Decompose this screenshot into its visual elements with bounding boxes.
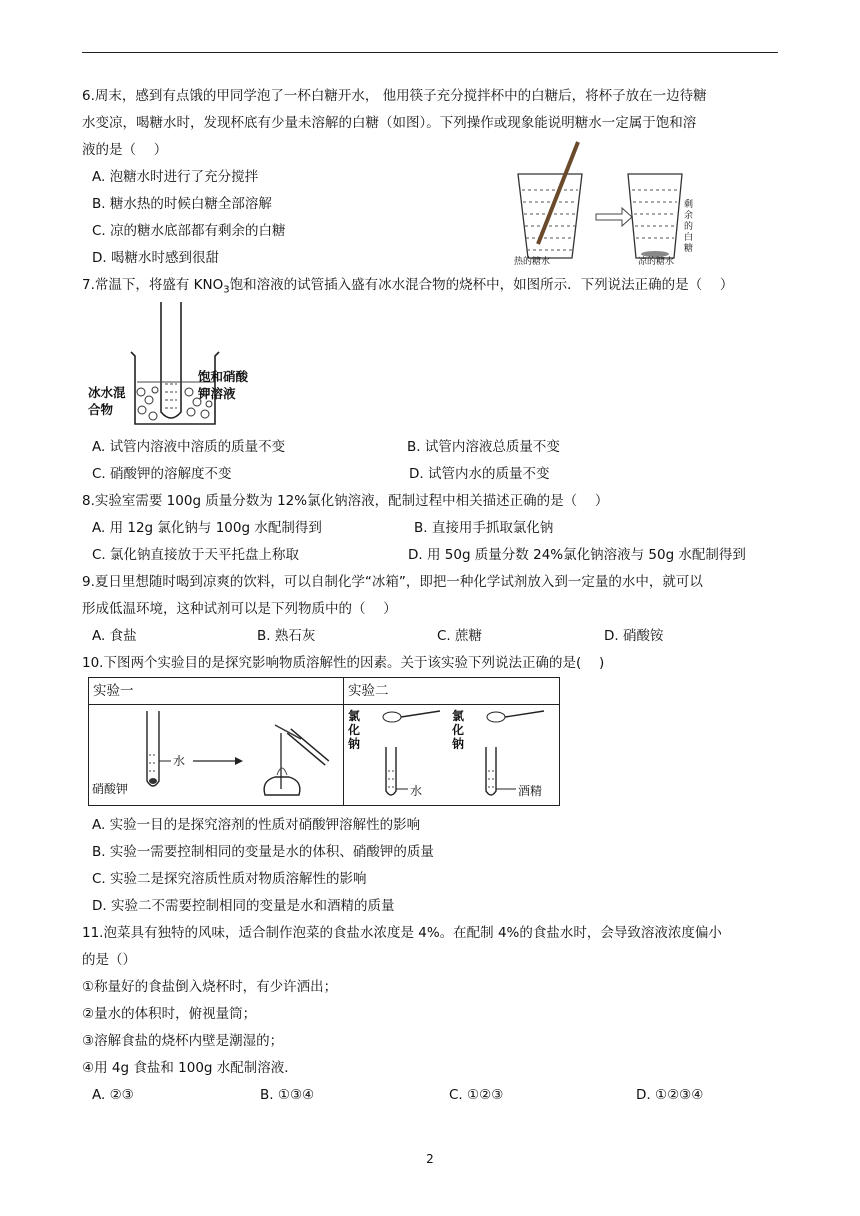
- cool-sugar-water-label: 凉的糖水: [638, 257, 675, 267]
- nacl-label-2c: 钠: [452, 737, 465, 751]
- q9-stem-line2: 形成低温环境，这种试剂可以是下列物质中的（ ）: [82, 601, 397, 617]
- q8-stem: 8.实验室需要 100g 质量分数为 12%氯化钠溶液，配制过程中相关描述正确的是（ ）: [82, 493, 609, 509]
- q8-option-b: B. 直接用手抓取氯化钠: [414, 520, 554, 536]
- q8-option-c: C. 氯化钠直接放于天平托盘上称取: [92, 547, 300, 563]
- q7-option-a: A. 试管内溶液中溶质的质量不变: [92, 439, 286, 455]
- q9-stem-line1: 9.夏日里想随时喝到凉爽的饮料，可以自制化学“冰箱”，即把一种化学试剂放入到一定量的水中，就可以: [82, 574, 703, 590]
- q6-option-b: B. 糖水热的时候白糖全部溶解: [92, 196, 272, 212]
- q11-stem-line2: 的是（）: [82, 952, 136, 968]
- nacl-label-2b: 化: [452, 723, 465, 737]
- q11-option-b: B. ①③④: [260, 1087, 315, 1103]
- kno3-solution-label-1: 饱和硝酸: [198, 369, 249, 384]
- q7-option-d: D. 试管内水的质量不变: [409, 466, 550, 482]
- alcohol-label: 酒精: [518, 784, 543, 798]
- potassium-nitrate-label: 硝酸钾: [92, 782, 129, 796]
- nacl-label-2a: 氯: [452, 709, 465, 723]
- q7-stem-part1: 7.常温下，将盛有 KNO: [82, 277, 224, 293]
- ice-water-label-1: 冰水混: [88, 385, 126, 400]
- q11-stem-line1: 11.泡菜具有独特的风味，适合制作泡菜的食盐水浓度是 4%。在配制 4%的食盐水时，会导致溶液浓度偏小: [82, 925, 722, 941]
- ice-water-label-2: 合物: [88, 402, 114, 417]
- q10-option-b: B. 实验一需要控制相同的变量是水的体积、硝酸钾的质量: [92, 844, 434, 860]
- q11-option-d: D. ①②③④: [636, 1087, 704, 1103]
- page-number: 2: [426, 1152, 434, 1166]
- sugar-water-figure: [510, 140, 690, 270]
- q9-option-d: D. 硝酸铵: [604, 628, 664, 644]
- q7-stem-part2: 饱和溶液的试管插入盛有冰水混合物的烧杯中，如图所示．下列说法正确的是（ ）: [229, 277, 734, 293]
- hot-sugar-water-label: 热的糖水: [514, 257, 551, 267]
- nacl-label-1b: 化: [348, 723, 361, 737]
- kno3-solution-label-2: 钾溶液: [198, 386, 236, 401]
- q10-option-a: A. 实验一目的是探究溶剂的性质对硝酸钾溶解性的影响: [92, 817, 421, 833]
- q7-stem-subscript: 3: [223, 284, 230, 296]
- q11-option-c: C. ①②③: [449, 1087, 504, 1103]
- q11-item-2: ②量水的体积时，俯视量筒；: [82, 1006, 257, 1022]
- water-label-exp1: 水: [173, 754, 186, 768]
- q9-option-b: B. 熟石灰: [257, 628, 316, 644]
- leftover-sugar-label-3: 的: [684, 222, 694, 232]
- experiment-1-cell: [89, 705, 344, 806]
- q6-stem-line1: 6.周末，感到有点饿的甲同学泡了一杯白糖开水， 他用筷子充分搅拌杯中的白糖后，将杯子放在一边待糖: [82, 88, 707, 104]
- q6-option-c: C. 凉的糖水底部都有剩余的白糖: [92, 223, 286, 239]
- experiment-table: [88, 677, 560, 806]
- nacl-label-1c: 钠: [348, 737, 361, 751]
- q7-option-c: C. 硝酸钾的溶解度不变: [92, 466, 232, 482]
- experiment-2-cell: [344, 705, 560, 806]
- nacl-label-1a: 氯: [348, 709, 361, 723]
- q10-option-c: C. 实验二是探究溶质性质对物质溶解性的影响: [92, 871, 367, 887]
- header-rule: [82, 52, 778, 53]
- q9-option-c: C. 蔗糖: [437, 628, 483, 644]
- leftover-sugar-label-2: 余: [684, 211, 694, 221]
- q9-option-a: A. 食盐: [92, 628, 137, 644]
- water-label-exp2: 水: [410, 784, 423, 798]
- beaker-test-tube-figure: [125, 300, 225, 432]
- q10-option-d: D. 实验二不需要控制相同的变量是水和酒精的质量: [92, 898, 395, 914]
- q8-option-a: A. 用 12g 氯化钠与 100g 水配制得到: [92, 520, 322, 536]
- leftover-sugar-label-1: 剩: [684, 200, 694, 210]
- q6-stem-line2: 水变凉，喝糖水时，发现杯底有少量未溶解的白糖（如图）。下列操作或现象能说明糖水一定属于饱和溶: [82, 115, 697, 131]
- experiment-2-header: 实验二: [344, 678, 560, 705]
- q11-option-a: A. ②③: [92, 1087, 134, 1103]
- q7-option-b: B. 试管内溶液总质量不变: [407, 439, 560, 455]
- q11-item-3: ③溶解食盐的烧杯内壁是潮湿的；: [82, 1033, 284, 1049]
- q6-stem-line3: 液的是（ ）: [82, 142, 168, 158]
- q11-item-1: ①称量好的食盐倒入烧杯时，有少许洒出；: [82, 979, 338, 995]
- q11-item-4: ④用 4g 食盐和 100g 水配制溶液．: [82, 1060, 298, 1076]
- leftover-sugar-label-5: 糖: [684, 244, 694, 254]
- q8-option-d: D. 用 50g 质量分数 24%氯化钠溶液与 50g 水配制得到: [408, 547, 746, 563]
- q7-stem: [82, 275, 733, 301]
- leftover-sugar-label-4: 白: [684, 233, 694, 243]
- q10-stem: 10.下图两个实验目的是探究影响物质溶解性的因素。关于该实验下列说法正确的是( ): [82, 655, 605, 671]
- q6-option-a: A. 泡糖水时进行了充分搅拌: [92, 169, 259, 185]
- experiment-1-header: 实验一: [89, 678, 344, 705]
- q6-option-d: D. 喝糖水时感到很甜: [92, 250, 219, 266]
